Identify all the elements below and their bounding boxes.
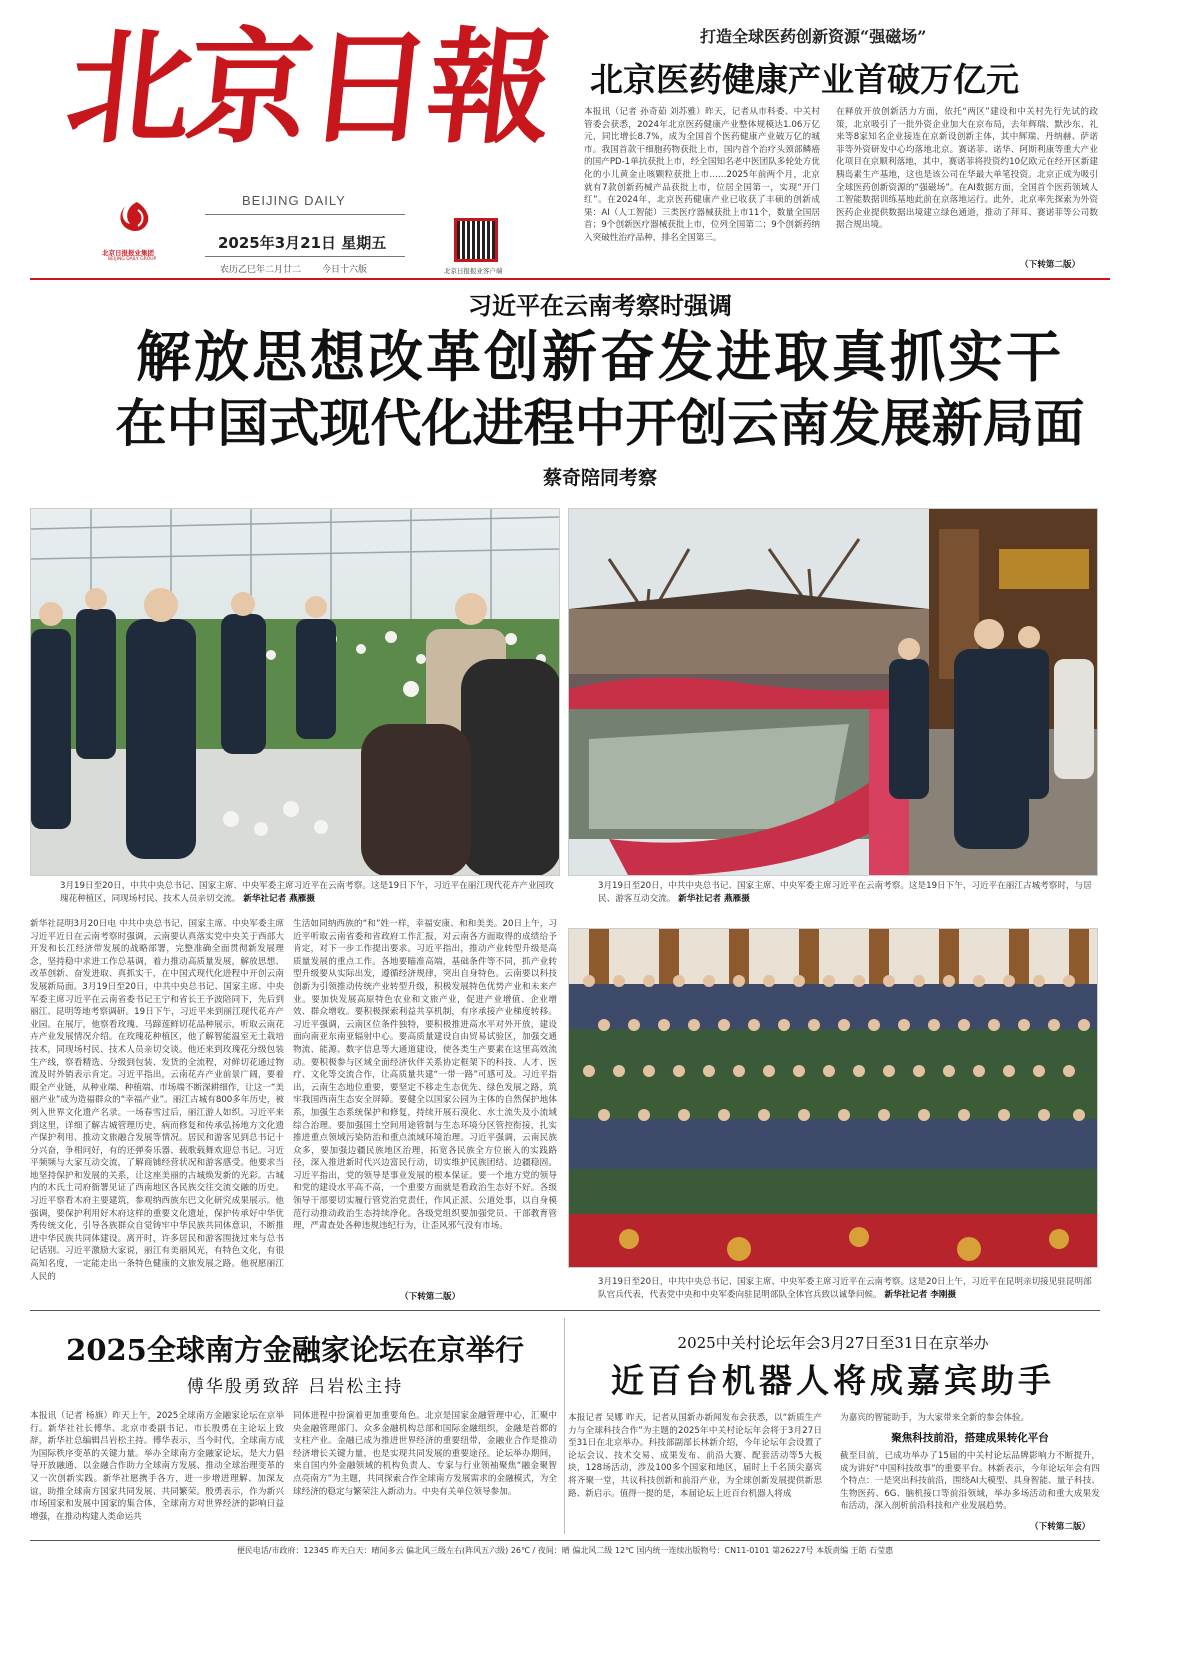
issue-date: 2025年3月21日 星期五 xyxy=(218,234,387,252)
group-name-en: BEIJING DAILY GROUP xyxy=(108,257,157,262)
caption-text: 3月19日至20日，中共中央总书记、国家主席、中央军委主席习近平在云南考察。这是19日下午，习近平在丽江古城考察时，与居民、游客互动交流。 xyxy=(598,881,1092,904)
qr-code[interactable] xyxy=(454,218,498,262)
masthead xyxy=(30,10,590,275)
lead-headline-line2: 在中国式现代化进程中开创云南发展新局面 xyxy=(115,395,1085,454)
lead-subhead: 蔡奇陪同考察 xyxy=(542,467,657,489)
english-name: BEIJING DAILY xyxy=(242,193,346,208)
top-story-kicker: 打造全球医药创新资源“强磁场” xyxy=(700,27,927,46)
robot-body-column: 截至目前，已成功举办了15届的中关村论坛品牌影响力不断提升，成为讲好“中国科技故事”的重要平台。林新表示，今年论坛年会有四个特点：一是突出科技前沿，围绕AI大模型、具身智能、量子科技、生物医药、6G、脑机接口等前沿领域，举办多场活动和重大成果发布活动，深入剖析前沿科技和产业发展趋势。 xyxy=(840,1451,1100,1512)
qr-caption: 北京日报报业客户端 xyxy=(444,267,503,275)
top-story-column: 本报讯（记者 孙奇茹 刘苏雅）昨天，记者从市科委、中关村管委会获悉，2024年北京医药健康产业整体规模达1.06万亿元，同比增长8.7%，成为全国首个医药健康产业破万亿的城市。我国首款干细胞药物获批上市，国内首个治疗头颈部鳞癌的国产PD-1单抗获批上市，经全国知名老中医团队多轮处方优化的小儿黄金止咳颗粒获批上市……2025年前两个月，北京就有7款创新药械产品获批上市，位居全国第一，实现“开门红”。在2024年，北京医药健康产业已收获了丰硕的创新成果：AI（人工智能）三类医疗器械获批上市11个，数量全国居首；9个创新医疗器械获批上市，位列全国第二；9个创新药纳入突破性治疗品种，排名全国第三。 xyxy=(584,107,820,243)
newspaper-logo: 北京日報 xyxy=(60,16,556,161)
caption-text: 3月19日至20日，中共中央总书记、国家主席、中央军委主席习近平在云南考察。这是19日下午，习近平在丽江现代花卉产业园玫瑰花种植区，同现场村民、技术人员亲切交流。 xyxy=(60,881,554,904)
lead-body-column: 新华社昆明3月20日电 中共中央总书记、国家主席、中央军委主席习近平近日在云南考察时强调，云南要认真落实党中央关于西部大开发和长江经济带发展的战略部署，完整准确全面贯彻新发展理念，坚持稳中求进工作总基调，着力推动高质量发展，解放思想、改革创新、奋发进取、真抓实干，在中国式现代化进程中开创云南发展新局面。3月19日至20日，中共中央总书记、国家主席、中央军委主席习近平在云南省委书记王宁和省长王予波陪同下，先后到丽江、昆明等地考察调研。19日下午，习近平来到丽江现代花卉产业园。在展厅，他察看玫瑰、马蹄莲鲜切花品种展示，听取云南花卉产业发展情况介绍。在玫瑰花种植区，他了解智能温室无土栽培技术，同现场村民、技术人员亲切交谈。他还来到玫瑰花分级包装生产线，察看精选、分级到包装、发货的全流程，对鲜切花通过物流及时外销表示肯定。习近平指出，云南花卉产业前景广阔，要着眼全产业链，从种业端、种植端、市场端不断深耕细作，让这一“美丽产业”成为造福群众的“幸福产业”。丽江古城有800多年历史，被列入世界文化遗产名录。一场春雪过后，丽江游人如织。习近平来到这里，详细了解古城管理历史，病而修复和传承弘扬地方文化遗产保护利用、推动文旅融合发展等情况。居民和游客见到总书记十分兴奋，争相问好，有的还弹奏乐器、载歌载舞欢迎总书记。习近平频频与大家互动交流，了解商铺经营状况和游客感受。他要求当地坚持保护和发展的关系，让这座美丽的古城焕发新的光彩。古城内的木氏土司府衙署见证了西南地区各民族交往交流交融的历史。习近平察看木府主要建筑，参观纳西族东巴文化研究成果展示。他强调，要保护利用好木府这样的重要文化遗址，保护传承好中华优秀传统文化，引导各族群众自觉铸牢中华民族共同体意识，不断推进中华民族共同体建设。离开时，许多居民和游客围拢过来与总书记话别。习近平激励大家说，丽江有美丽风光，有特色文化，有很高知名度，一定能走出一条特色健康的文旅发展之路。他祝愿丽江人民的 xyxy=(30,919,284,1282)
robot-subsection-title: 聚焦科技前沿，搭建成果转化平台 xyxy=(891,1432,1049,1444)
photo-lijiang-old-town xyxy=(568,508,1098,876)
page-count: 今日十六版 xyxy=(322,265,368,275)
finance-headline: 2025全球南方金融家论坛在京举行 xyxy=(66,1333,524,1367)
caption-text: 3月19日至20日，中共中央总书记、国家主席、中央军委主席习近平在云南考察。这是20日上午，习近平在昆明亲切接见驻昆明部队官兵代表，代表党中央和中央军委向驻昆明部队全体官兵致以诚挚问候。 xyxy=(598,1277,1092,1300)
top-story-headline: 北京医药健康产业首破万亿元 xyxy=(590,60,1019,99)
top-story xyxy=(584,22,1110,272)
finance-body-column: 本报讯（记者 杨旗）昨天上午，2025全球南方金融家论坛在京举行。新华社社长傅华、北京市委副书记、市长殷勇在主论坛上致辞，新华社总编辑吕岩松主持。傅华表示，当今时代，全球南方成为国际秩序变革的关键力量。举办全球南方金融家论坛，是大力倡导开放融通、以金融合作助力全球南方发展、推动全球治理变革的又一次创新实践。新华社愿携手各方，进一步增进理解、加深友谊，助推全球南方国家共同发展、共同繁荣。殷勇表示，作为新兴市场国家和发展中国家的集合体，全球南方对世界经济的影响日益增强，在推动构建人类命运共 xyxy=(30,1411,284,1522)
continued-note: （下转第二版） xyxy=(400,1292,461,1302)
footer-info: 便民电话/市政府：12345 昨天白天：晴间多云 偏北风三级左右(阵风五六级) 26℃ / 夜间：晴 偏北风二级 12℃ 国内统一连续出版物号：CN11-0101 第26227号 本版责编 王皓 石莹惠 xyxy=(236,1546,894,1555)
photo-troops xyxy=(568,928,1098,1268)
photo-credit: 新华社记者 李刚摄 xyxy=(884,1289,957,1300)
group-logo xyxy=(112,198,162,248)
robot-body-column: 为嘉宾的智能助手，为大家带来全新的参会体验。 xyxy=(840,1413,1030,1423)
top-story-column: 在释放开放创新活力方面，依托“两区”建设和中关村先行先试的政策，北京吸引了一批外资企业加大在京布局，去年辉瑞、默沙东、礼来等8家知名企业接连在京新设创新主体，其中辉瑞、丹纳赫、萨诺菲等外资研发中心均落地北京。赛诺菲、诺华、阿斯利康等重大产业化项目在京顺利落地，其中，赛诺菲将投资约10亿欧元在经开区新建胰岛素生产基地，这也是该公司在华最大单笔投资。北京正成为吸引全球医药创新资源的“强磁场”。在AI数据方面，全国首个医药领域人工智能数据训练基地此前在京落地运行。此外，北京率先探索为外资医药企业提供数据出境建立绿色通道，推动了拜耳、赛诺菲等公司数据合规出境。 xyxy=(836,107,1098,231)
photo-credit: 新华社记者 燕雁摄 xyxy=(678,893,750,904)
masthead-rule xyxy=(30,278,1110,280)
robot-body-column: 本报记者 吴娜 昨天，记者从国新办新闻发布会获悉，以“新质生产力与全球科技合作”为主题的2025年中关村论坛年会将于3月27日至31日在北京举办。科技部副部长林新介绍，今年论坛年会设置了论坛会议、技术交易、成果发布、前沿大赛、配套活动等5大板块，128场活动，涉及100多个国家和地区，届时上千名顶尖嘉宾将齐聚一堂，共议科技创新和前沿产业，为全球创新发展提供新思路、新启示。值得一提的是，本届论坛上近百台机器人将成 xyxy=(568,1413,822,1499)
photo-greenhouse xyxy=(30,508,560,876)
lead-body-column: 生活如同纳西族的“和”姓一样，幸福安康、和和美美。20日上午，习近平听取云南省委和省政府工作汇报，对云南各方面取得的成绩给予肯定，对下一步工作提出要求。习近平指出，推动产业转型升级是高质量发展的重点工作。各地要瞄准高端，基础条件等不同，抓产业转型升级要从实际出发，遵循经济规律，突出自身特色。云南要以科技创新为引领推动传统产业转型升级，积极发展特色优势产业和未来产业。要加快发展高原特色农业和文旅产业，促进产业增值、企业增效、群众增收。要积极探索利益共享机制，有序承接产业梯度转移。习近平强调，云南区位条件独特，要积极推进高水平对外开放，建设面向南亚东南亚辐射中心。要高质量建设自由贸易试验区，加强交通物流、能源、数字信息等大通道建设，使各类生产要素在这里高效流动。要积极参与区域全面经济伙伴关系协定框架下的科技、人才、医疗、文化等交流合作，让高质量共建“一带一路”可感可及。习近平指出，云南生态地位重要，要坚定不移走生态优先、绿色发展之路，筑牢我国西南生态安全屏障。要健全以国家公园为主体的自然保护地体系，加强生态系统保护和修复，持续开展石漠化、水土流失及小流域综合治理。要加强国土空间用途管制与生态环境分区管控衔接，扎实推进重点领域污染防治和重点流域环境治理。习近平强调，云南民族众多，要加强边疆民族地区治理，拓宽各民族全方位嵌入的实践路径，深入推进新时代兴边富民行动，切实维护民族团结、边疆稳固。习近平指出，党的领导是事业发展的根本保证。要一个地方党的领导和党的建设水平高不高，一个重要方面就是看政治生态好不好。各级领导干部要切实履行管党治党责任，作风正派、公道处事，以自身模范行动推动政治生态持续净化。各级党组织要加强党员、干部教育管理，严肃查处各种违规违纪行为，让歪风邪气没有市场。 xyxy=(293,919,557,1232)
continued-note: （下转第二版） xyxy=(1030,1522,1091,1532)
lead-headline-line1: 解放思想改革创新奋发进取真抓实干 xyxy=(135,325,1064,389)
column-rule xyxy=(564,1318,565,1534)
finance-subhead: 傅华殷勇致辞 吕岩松主持 xyxy=(186,1377,404,1397)
group-name: 北京日报报业集团 xyxy=(102,249,154,257)
lead-kicker: 习近平在云南考察时强调 xyxy=(468,292,732,320)
lunar-date: 农历乙巳年二月廿二 xyxy=(220,265,302,275)
group-emblem-icon xyxy=(112,198,162,244)
photo-greenhouse-caption xyxy=(60,880,560,906)
section-rule xyxy=(30,1310,1100,1311)
photo-troops-caption xyxy=(598,1276,1098,1302)
photo-credit: 新华社记者 燕雁摄 xyxy=(243,893,315,904)
footer-rule xyxy=(30,1540,1100,1541)
finance-body-column: 同体进程中扮演着更加重要角色。北京是国家金融管理中心，汇聚中央金融管理部门、众多金融机构总部和国际金融组织，金融是首都的支柱产业。金融已成为推进世界经济的重要纽带，金融业合作是推动经济增长关键力量，也是实现共同发展的重要途径。论坛举办期间，来自国内外金融领域的机构负责人、专家与行业领袖聚焦“融金聚智 点亮南方”为主题，共同探索合作全球南方发展需求的金融模式，为全球经济的稳定与繁荣注入新动力。中央有关单位领导参加。 xyxy=(293,1411,557,1497)
masthead-divider xyxy=(205,256,405,257)
continued-note: （下转第二版） xyxy=(1020,260,1081,270)
photo-lijiang-caption xyxy=(598,880,1098,906)
robot-headline: 近百台机器人将成嘉宾助手 xyxy=(611,1361,1055,1400)
robot-kicker: 2025中关村论坛年会3月27日至31日在京举办 xyxy=(677,1334,989,1352)
masthead-divider xyxy=(205,214,405,215)
